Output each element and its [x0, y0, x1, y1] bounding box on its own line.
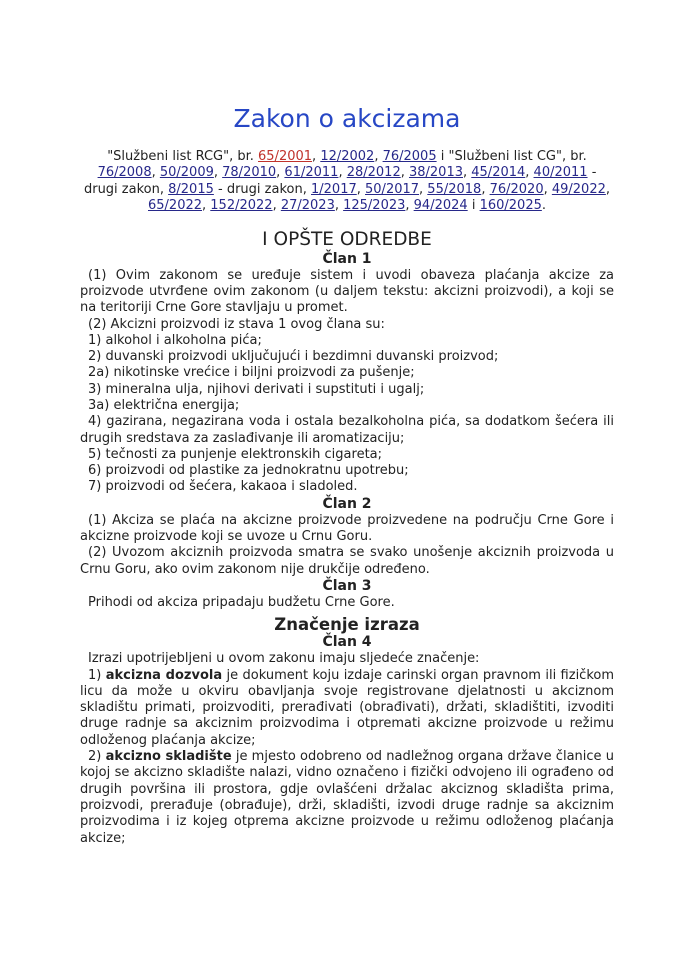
gazette-link[interactable]: 27/2023	[280, 198, 335, 214]
gazette-link[interactable]: 76/2008	[97, 165, 152, 181]
gazette-references: "Službeni list RCG", br. 65/2001, 12/2002, 76/2005 i "Službeni list CG", br. 76/2008, 50/2009, 78/2010, 61/2011, 28/2012, 38/2013, 45/2014, 40/2011 - drugi zakon, 8/2015 - drugi zakon, 1/2017, 50/2017, 55/2018, 76/2020, 49/2022, 65/2022, 152/2022, 27/2023, 125/2023, 94/2024 i 160/2025.	[83, 149, 611, 214]
list-item: 7) proizvodi od šećera, kakaoa i sladoled.	[88, 479, 358, 495]
gazette-text: - drugi zakon,	[83, 165, 597, 197]
list-item: 2a) nikotinske vrećice i biljni proizvodi za pušenje;	[88, 365, 415, 381]
list-item: 3a) električna energija;	[88, 398, 240, 413]
gazette-link[interactable]: 152/2022	[210, 198, 273, 214]
gazette-link[interactable]: 94/2024	[413, 198, 468, 214]
gazette-link[interactable]: 1/2017	[311, 181, 357, 197]
list-item: 6) proizvodi od plastike za jednokratnu upotrebu;	[88, 463, 409, 479]
article-3-paragraph: Prihodi od akciza pripadaju budžetu Crne Gore.	[88, 594, 395, 610]
definition-number: 2)	[88, 749, 102, 765]
article-2-paragraph-2: (2) Uvozom akciznih proizvoda smatra se svako unošenje akciznih proizvoda u Crnu Goru, ako ovim zakonom nije drukčije određeno.	[80, 545, 614, 577]
gazette-link[interactable]: 50/2017	[365, 181, 420, 197]
gazette-link[interactable]: 55/2018	[427, 181, 482, 197]
list-item: 1) alkohol i alkoholna pića;	[88, 332, 262, 348]
document-page	[80, 0, 614, 847]
list-item: 3) mineralna ulja, njihovi derivati i supstituti i ugalj;	[88, 381, 425, 397]
gazette-link[interactable]: 45/2014	[471, 165, 526, 181]
article-3-heading: Član 3	[322, 577, 372, 594]
article-4-intro: Izrazi upotrijebljeni u ovom zakonu imaju sljedeće značenje:	[88, 651, 480, 667]
definition-1	[80, 668, 614, 749]
definition-term: akcizno skladište	[105, 749, 232, 765]
article-1-list	[80, 333, 614, 496]
gazette-link[interactable]: 76/2020	[489, 181, 544, 197]
gazette-link[interactable]: 38/2013	[408, 165, 463, 181]
article-1-paragraph-1: (1) Ovim zakonom se uređuje sistem i uvodi obaveza plaćanja akcize za proizvode utvrđene ovim zakonom (u daljem tekstu: akcizni proizvodi), a koji se na teritoriji Crne Gore stavljaju u promet.	[80, 267, 614, 316]
gazette-link[interactable]: 65/2022	[148, 198, 203, 214]
gazette-link[interactable]: 28/2012	[346, 165, 401, 181]
article-2-paragraph-1: (1) Akciza se plaća na akcizne proizvode proizvedene na području Crne Gore i akcizne proizvode koji se uvoze u Crnu Goru.	[80, 512, 614, 545]
gazette-text: - drugi zakon,	[218, 181, 307, 197]
gazette-link[interactable]: 78/2010	[222, 165, 277, 181]
article-4-heading: Član 4	[322, 634, 372, 651]
list-item: 2) duvanski proizvodi uključujući i bezdimni duvanski proizvod;	[88, 349, 499, 365]
gazette-link[interactable]: 49/2022	[551, 181, 606, 197]
subsection-title: Značenje izraza	[274, 615, 420, 635]
article-2-heading: Član 2	[322, 495, 372, 512]
gazette-link[interactable]: 125/2023	[343, 198, 406, 214]
document-title: Zakon o akcizama	[233, 104, 461, 133]
definition-term: akcizna dozvola	[105, 667, 223, 683]
gazette-link[interactable]: 160/2025	[479, 198, 542, 214]
article-1-paragraph-2: (2) Akcizni proizvodi iz stava 1 ovog člana su:	[88, 316, 385, 332]
list-item: 4) gazirana, negazirana voda i ostala bezalkoholna pića, sa dodatkom šećera ili drugih sredstava za zaslađivanje ili aromatizaciju;	[80, 414, 614, 446]
gazette-link[interactable]: 65/2001	[258, 149, 313, 164]
section-title: I OPŠTE ODREDBE	[262, 228, 432, 250]
gazette-link[interactable]: 8/2015	[168, 181, 214, 197]
definition-text: je dokument koju izdaje carinski organ pravnom ili fizičkom licu da može u okviru obavljanja svoje registrovane djelatnosti u akciznom skladištu primati, proizvoditi, prerađivati (obrađivati), držati, skladištiti, izvoditi druge radnje sa akciznim proizvodima i otpremati akcizne proizvode u režimu odloženog plaćanja akcize;	[80, 667, 615, 748]
gazette-link[interactable]: 12/2002	[320, 149, 375, 164]
gazette-link[interactable]: 50/2009	[159, 165, 214, 181]
gazette-link[interactable]: 61/2011	[284, 165, 339, 181]
list-item: 5) tečnosti za punjenje elektronskih cigareta;	[88, 446, 383, 462]
gazette-text: i "Službeni list CG", br.	[440, 149, 587, 164]
gazette-link[interactable]: 40/2011	[533, 165, 588, 181]
definition-2	[80, 749, 614, 847]
article-1-heading: Član 1	[322, 250, 372, 267]
gazette-text: "Službeni list RCG", br.	[107, 149, 254, 164]
gazette-link[interactable]: 76/2005	[382, 149, 437, 164]
definition-text: je mjesto odobreno od nadležnog organa države članice u kojoj se akcizno skladište nalazi, vidno označeno i fizički odvojeno ili ograđeno od drugih površina ili prostora, gdje ovlašćeni držalac akciznog skladišta prima, proizvodi, prerađuje (obrađuje), drži, skladišti, izvodi druge radnje sa akciznim proizvodima i iz kojeg otprema akcizne proizvode u režimu odloženog plaćanja akcize;	[80, 749, 614, 846]
gazette-text: i	[471, 198, 476, 214]
definition-number: 1)	[88, 667, 102, 683]
